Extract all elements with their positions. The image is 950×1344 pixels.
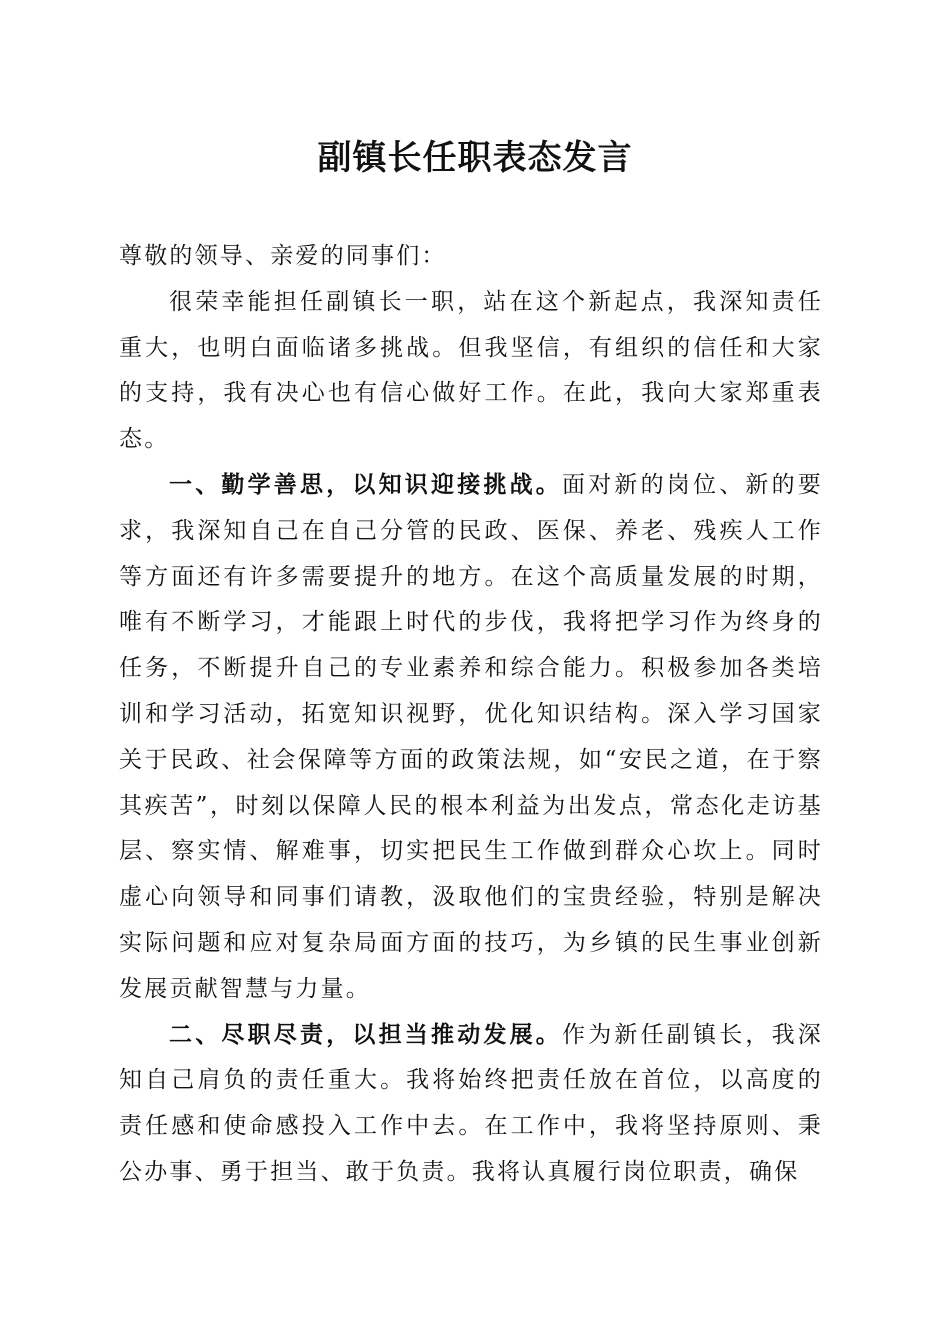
paragraph-point-one <box>119 463 823 1013</box>
document-body <box>119 234 823 1196</box>
paragraph-lead-heading: 二、尽职尽责，以担当推动发展。 <box>169 1021 562 1048</box>
paragraph-text: 面对新的岗位、新的要求，我深知自己在自己分管的民政、医保、养老、残疾人工作等方面还有许多需要提升的地方。在这个高质量发展的时期，唯有不断学习，才能跟上时代的步伐，我将把学习作为终身的任务，不断提升自己的专业素养和综合能力。积极参加各类培训和学习活动，拓宽知识视野，优化知识结构。深入学习国家关于民政、社会保障等方面的政策法规，如“安民之道，在于察其疾苦”，时刻以保障人民的根本利益为出发点，常态化走访基层、察实情、解难事，切实把民生工作做到群众心坎上。同时虚心向领导和同事们请教，汲取他们的宝贵经验，特别是解决实际问题和应对复杂局面方面的技巧，为乡镇的民生事业创新发展贡献智慧与力量。 <box>119 471 823 1002</box>
paragraph-text: 作为新任副镇长，我深知自己肩负的责任重大。我将始终把责任放在首位，以高度的责任感和使命感投入工作中去。在工作中，我将坚持原则、秉公办事、勇于担当、敢于负责。我将认真履行岗位职责，确保 <box>119 1021 823 1185</box>
document-title: 副镇长任职表态发言 <box>317 138 633 178</box>
paragraph-intro <box>119 280 823 463</box>
paragraph-text: 很荣幸能担任副镇长一职，站在这个新起点，我深知责任重大，也明白面临诸多挑战。但我坚信，有组织的信任和大家的支持，我有决心也有信心做好工作。在此，我向大家郑重表态。 <box>119 288 823 453</box>
paragraph-point-two <box>119 1013 823 1196</box>
paragraph-lead-heading: 一、勤学善思，以知识迎接挑战。 <box>169 471 562 498</box>
salutation: 尊敬的领导、亲爱的同事们： <box>119 243 447 269</box>
